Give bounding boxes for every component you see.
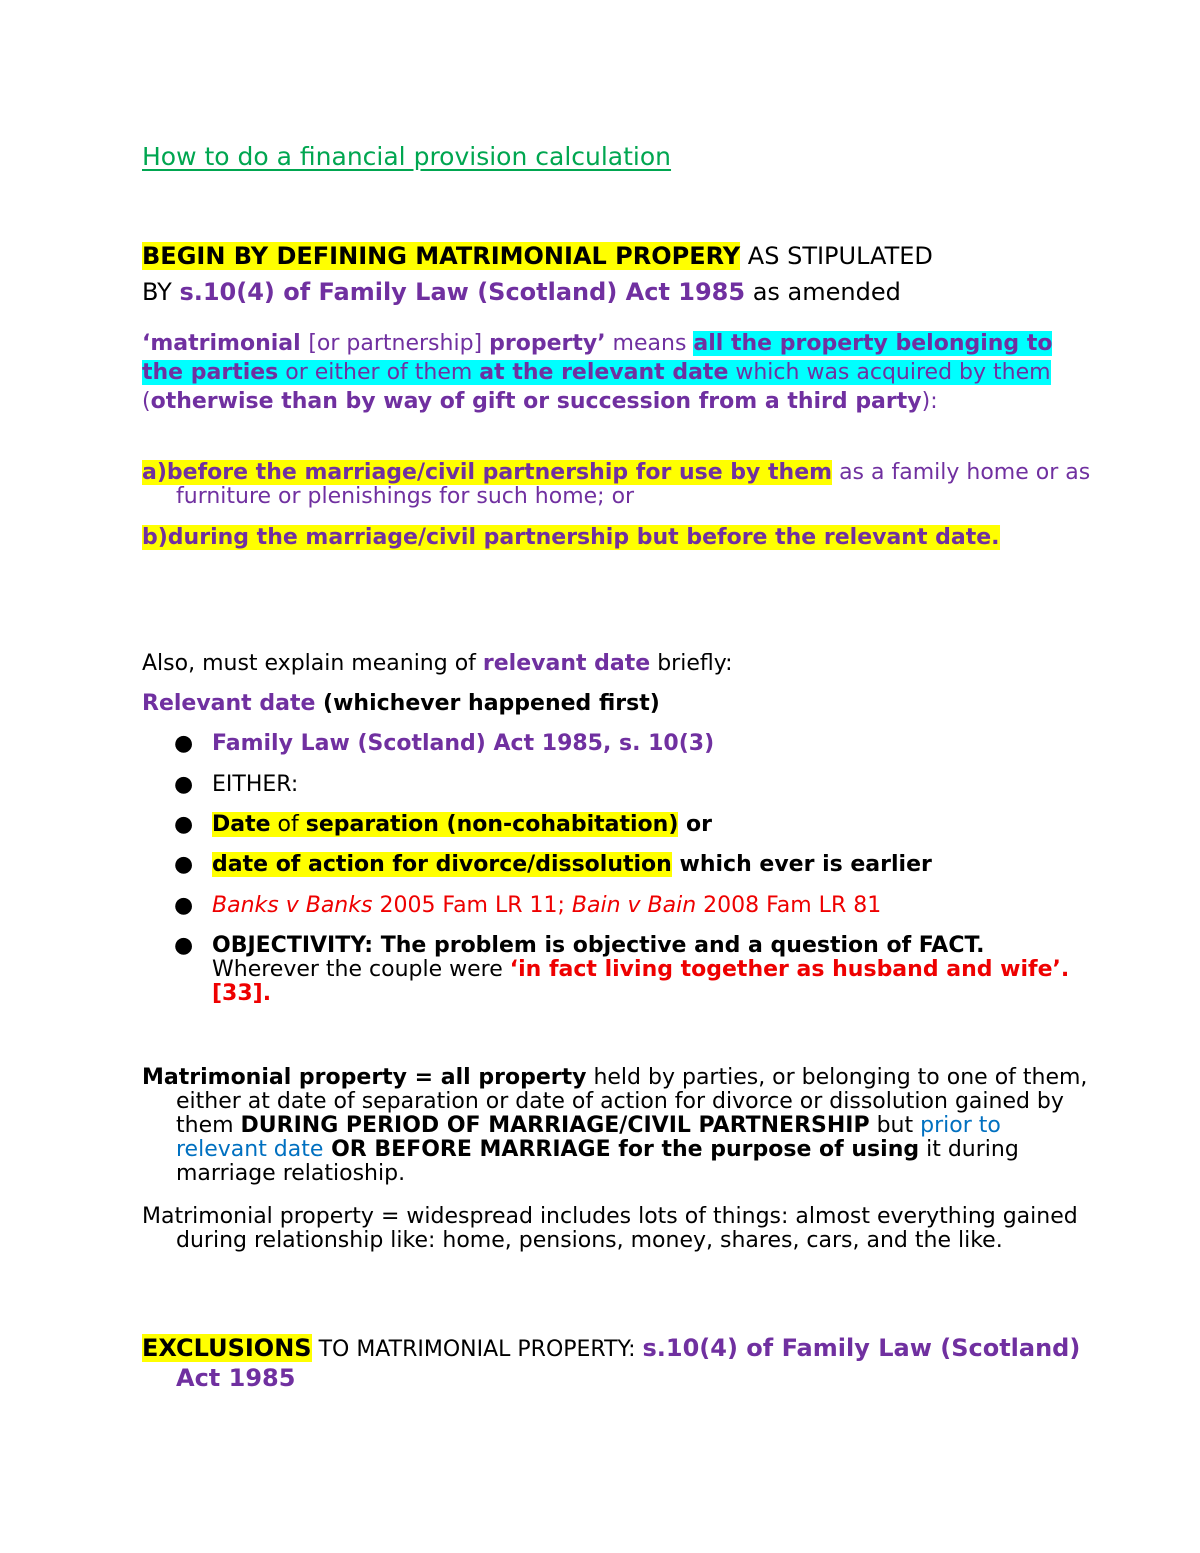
def-term-2: [or partnership] [308, 331, 490, 356]
case-bain-cite: 2008 Fam LR 81 [696, 893, 882, 918]
matrimonial-property-summary [142, 1066, 1096, 1186]
def-acquired: which was acquired by them [728, 360, 1051, 385]
objectivity-wherever: Wherever the couple were [212, 957, 510, 982]
also-relevant-date: relevant date [482, 651, 651, 676]
objectivity-quote: ‘in fact living together as husband and wife’. [33]. [212, 957, 1070, 1006]
bullet-of: of [270, 812, 306, 837]
def-close: ): [921, 389, 938, 414]
mp-equals: Matrimonial property = all property [142, 1065, 587, 1090]
def-relevant-date: at the relevant date [479, 360, 729, 385]
bullet-icon: ● [174, 812, 194, 837]
def-all-property: all the property belonging to the parties [142, 331, 1053, 385]
page-title: How to do a financial provision calculation [142, 142, 672, 171]
bullet-earlier: which ever is earlier [671, 852, 932, 877]
mp-but: but [869, 1113, 921, 1138]
objectivity-label: OBJECTIVITY [212, 933, 365, 958]
mp-before-marriage: OR BEFORE MARRIAGE for the purpose of using [323, 1137, 920, 1162]
bullet-or: or [678, 812, 712, 837]
bullet-text: Family Law (Scotland) Act 1985, s. 10(3) [212, 731, 715, 756]
bullet-text: EITHER: [212, 772, 299, 797]
bullet-divorce-action: date of action for divorce/dissolution [212, 852, 672, 877]
mp-relationship: it during marriage relatioship. [176, 1137, 1019, 1186]
also-line [142, 652, 1062, 676]
mp-held: held by parties, or belonging to one of them, either at date of separation or date of action for divorce or dissolution gained by them [176, 1065, 1088, 1138]
also-text: Also, must explain meaning of [142, 651, 483, 676]
case-banks-cite: 2005 Fam LR 11; [372, 893, 572, 918]
exclusions-rest: TO MATRIMONIAL PROPERTY: [311, 1337, 643, 1362]
definition-heading-rest: AS STIPULATED [740, 242, 933, 270]
objectivity-text: : The problem is objective and a question of FACT. [364, 933, 985, 958]
def-either: or either of them [278, 360, 480, 385]
bullet-text [212, 934, 1072, 1006]
bullet-text [212, 813, 1072, 837]
bullet-text [212, 853, 1072, 877]
mp-during: DURING PERIOD OF MARRIAGE/CIVIL PARTNERSHIP [240, 1113, 870, 1138]
definition-item-b [142, 526, 1062, 550]
definition-paragraph [142, 329, 1062, 416]
definition-item-a [142, 461, 1096, 509]
definition-by: BY [142, 278, 180, 306]
def-term-1: ‘matrimonial [142, 331, 309, 356]
bullet-icon: ● [174, 731, 194, 756]
item-b-highlight: b)during the marriage/civil partnership but before the relevant date. [142, 525, 1000, 550]
def-means: means [605, 331, 694, 356]
bullet-date: Date [212, 812, 271, 837]
bullet-separation: separation (non-cohabitation) [305, 812, 679, 837]
case-banks: Banks v Banks [212, 893, 373, 918]
definition-heading-highlight: BEGIN BY DEFINING MATRIMONIAL PROPERY [142, 242, 741, 270]
bullet-icon: ● [174, 893, 194, 918]
bullet-icon: ● [174, 933, 194, 958]
mp-prior: prior to relevant date [176, 1113, 1001, 1162]
relevant-date-note: (whichever happened first) [315, 691, 660, 716]
relevant-date-label: Relevant date [142, 691, 316, 716]
bullet-text [212, 894, 1072, 918]
also-briefly: briefly: [650, 651, 733, 676]
matrimonial-property-widespread: Matrimonial property = widespread includes lots of things: almost everything gained during relationship like: home, pensions, money, shares, cars, and the like. [142, 1204, 1078, 1253]
relevant-date-heading [142, 692, 1062, 716]
case-bain: Bain v Bain [571, 893, 697, 918]
definition-amended: as amended [745, 278, 901, 306]
exclusions-heading [142, 1334, 1096, 1392]
item-a-highlight: a)before the marriage/civil partnership for use by them [142, 460, 833, 485]
act-reference: s.10(4) of Family Law (Scotland) Act 1985 [179, 278, 746, 306]
bullet-icon: ● [174, 852, 194, 877]
exclusions-highlight: EXCLUSIONS [142, 1334, 312, 1362]
item-a-rest: as a family home or as furniture or plenishings for such home; or [176, 460, 1091, 509]
bullet-icon: ● [174, 772, 194, 797]
def-term-3: property’ [489, 331, 606, 356]
def-otherwise: otherwise than by way of gift or succession from a third party [150, 389, 922, 414]
def-paren: ( [142, 389, 151, 414]
definition-heading [142, 238, 1062, 310]
exclusions-act: s.10(4) of Family Law (Scotland) Act 1985 [176, 1334, 1081, 1392]
